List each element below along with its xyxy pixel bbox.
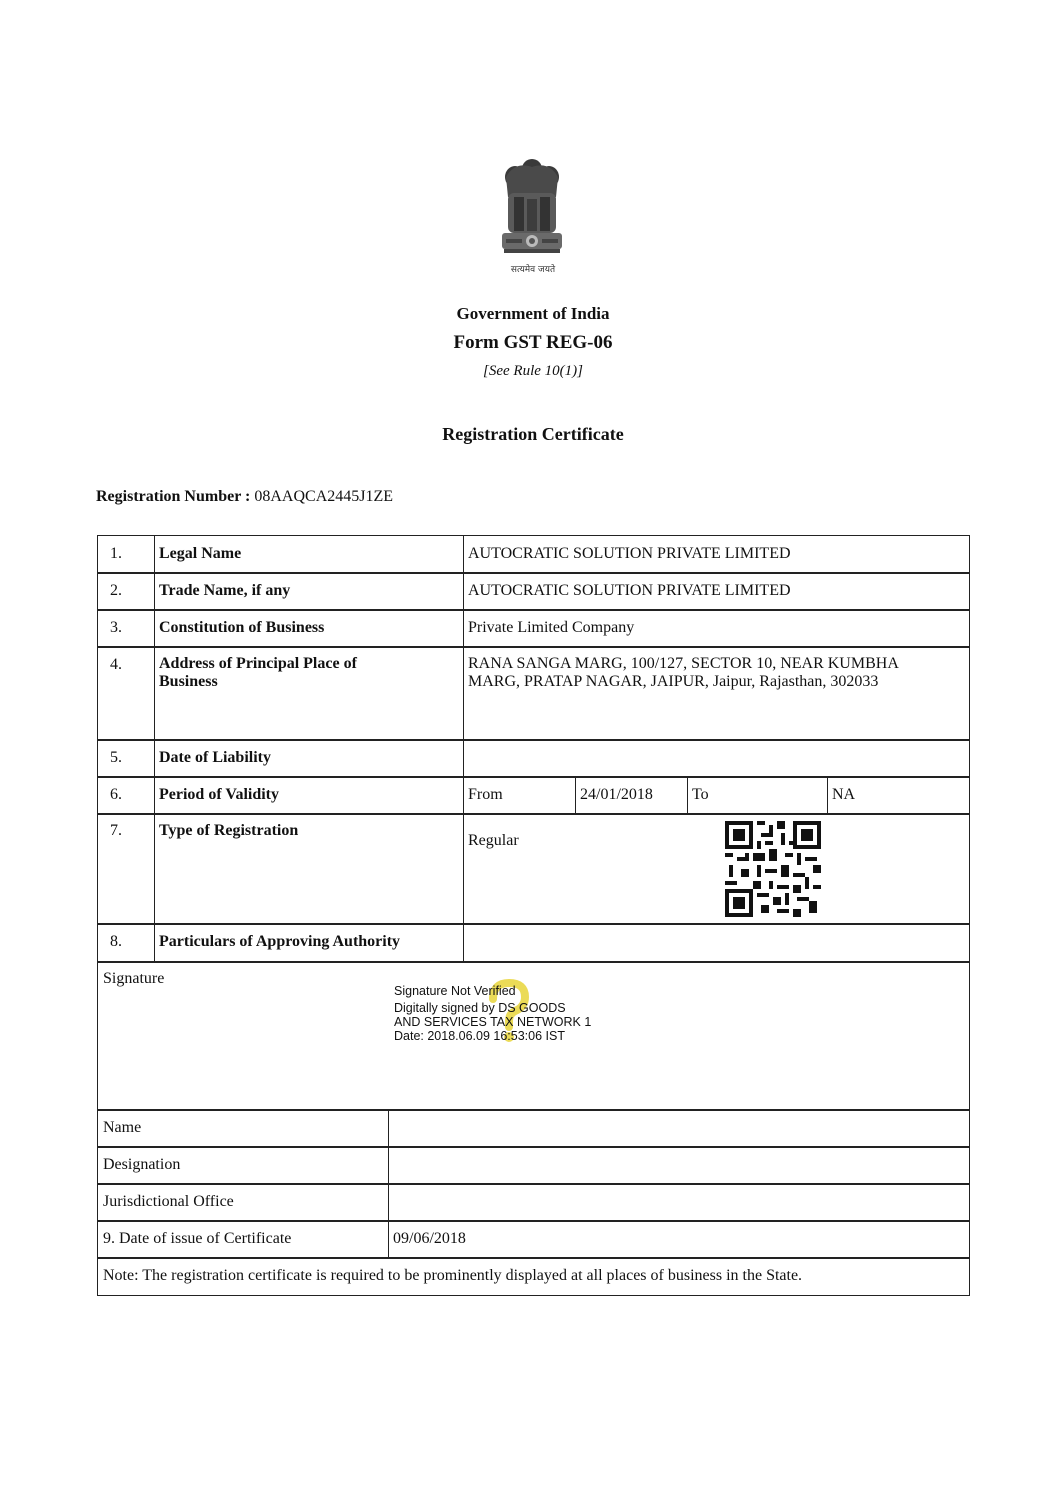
registration-type-value: Regular — [468, 832, 519, 849]
table-row — [97, 776, 970, 815]
signature-label: Signature — [103, 970, 165, 987]
row-number: 8. — [110, 933, 122, 950]
table-row — [97, 646, 970, 741]
authority-label: Name — [103, 1119, 142, 1136]
authority-label: Designation — [103, 1156, 181, 1173]
table-row — [97, 572, 970, 611]
row-number: 2. — [110, 582, 122, 599]
national-emblem-image — [492, 155, 572, 277]
table-row — [97, 609, 970, 648]
row-label: Constitution of Business — [159, 619, 325, 636]
table-row — [97, 1183, 970, 1222]
row-number: 6. — [110, 786, 122, 803]
government-heading: Government of India — [456, 304, 610, 323]
row-number: 4. — [110, 656, 122, 673]
rule-reference: [See Rule 10(1)] — [483, 363, 583, 379]
row-number: 3. — [110, 619, 122, 636]
constitution-value: Private Limited Company — [468, 619, 635, 636]
note-text: Note: The registration certificate is required to be prominently displayed at all places of business in the State. — [103, 1267, 803, 1284]
validity-from-value: 24/01/2018 — [580, 786, 653, 803]
signature-signed-by: Digitally signed by DS GOODS — [394, 1001, 566, 1015]
row-number: 7. — [110, 822, 122, 839]
validity-to-label: To — [692, 786, 709, 803]
trade-name-value: AUTOCRATIC SOLUTION PRIVATE LIMITED — [468, 582, 791, 599]
digital-signature-text — [394, 984, 591, 1043]
table-row — [97, 739, 970, 778]
legal-name-value: AUTOCRATIC SOLUTION PRIVATE LIMITED — [468, 545, 791, 562]
form-name: Form GST REG-06 — [453, 332, 613, 353]
address-value: RANA SANGA MARG, 100/127, SECTOR 10, NEAR KUMBHA MARG, PRATAP NAGAR, JAIPUR, Jaipur, Rajasthan, 302033 — [468, 655, 898, 690]
row-number: 1. — [110, 545, 122, 562]
validity-from-label: From — [468, 786, 503, 803]
emblem-motto: सत्यमेव जयते — [510, 265, 556, 275]
row-label: Legal Name — [159, 545, 242, 562]
signature-signer-cont: AND SERVICES TAX NETWORK 1 — [394, 1015, 592, 1029]
table-row — [97, 535, 970, 574]
date-of-issue-value: 09/06/2018 — [393, 1230, 466, 1247]
row-label: Trade Name, if any — [159, 582, 291, 599]
date-of-issue-label: 9. Date of issue of Certificate — [103, 1230, 292, 1247]
row-label: Address of Principal Place of Business — [159, 655, 357, 690]
signature-date: Date: 2018.06.09 16:53:06 IST — [394, 1029, 565, 1043]
registration-number-value: 08AAQCA2445J1ZE — [254, 488, 394, 505]
signature-status: Signature Not Verified — [394, 984, 516, 998]
qr-code-image — [725, 821, 821, 917]
registration-number-label: Registration Number : — [96, 488, 251, 505]
note-row — [97, 1257, 970, 1296]
certificate-title: Registration Certificate — [442, 424, 624, 444]
row-label: Date of Liability — [159, 749, 271, 766]
row-label: Particulars of Approving Authority — [159, 933, 401, 950]
table-row — [97, 1146, 970, 1185]
row-number: 5. — [110, 749, 122, 766]
table-row — [97, 813, 970, 925]
table-row — [97, 1109, 970, 1148]
row-label: Type of Registration — [159, 822, 299, 839]
table-row — [97, 1220, 970, 1259]
authority-label: Jurisdictional Office — [103, 1193, 234, 1210]
row-label: Period of Validity — [159, 786, 280, 803]
signature-section — [97, 961, 970, 1111]
registration-number-line — [96, 488, 393, 506]
validity-to-value: NA — [832, 786, 856, 803]
table-row — [97, 923, 970, 963]
